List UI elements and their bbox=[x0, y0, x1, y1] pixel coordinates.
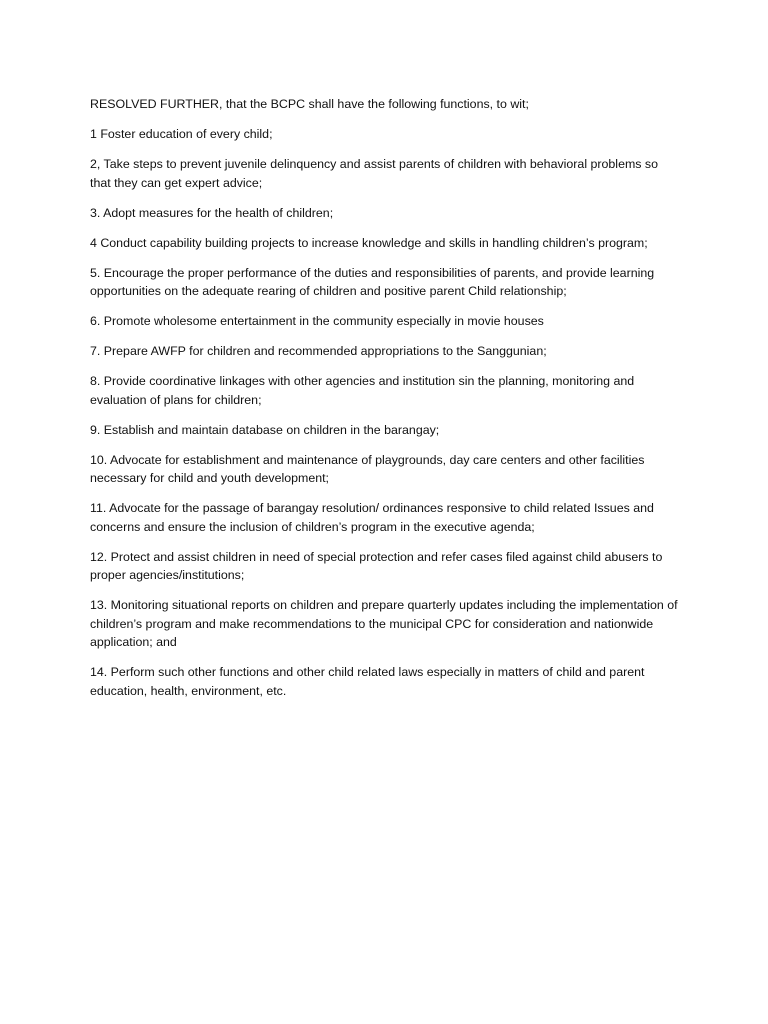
document-body bbox=[90, 95, 680, 712]
resolution-intro: RESOLVED FURTHER, that the BCPC shall have the following functions, to wit; bbox=[90, 97, 529, 111]
function-item-4: 4 Conduct capability building projects to increase knowledge and skills in handling children’s program; bbox=[90, 235, 648, 250]
function-item-11: 11. Advocate for the passage of barangay resolution/ ordinances responsive to child related Issues and concerns and ensure the inclusion of children’s program in the executive agenda; bbox=[90, 501, 654, 534]
function-item-1: 1 Foster education of every child; bbox=[90, 127, 273, 141]
function-item-14: 14. Perform such other functions and other child related laws especially in matters of child and parent education, health, environment, etc. bbox=[90, 665, 645, 698]
function-item-12: 12. Protect and assist children in need of special protection and refer cases filed against child abusers to proper agencies/institutions; bbox=[90, 549, 663, 582]
function-item-8: 8. Provide coordinative linkages with other agencies and institution sin the planning, monitoring and evaluation of plans for children; bbox=[90, 374, 635, 407]
function-item-5: 5. Encourage the proper performance of the duties and responsibilities of parents, and provide learning opportunities on the adequate rearing of children and positive parent Child relationship; bbox=[90, 265, 655, 298]
function-item-2: 2, Take steps to prevent juvenile delinquency and assist parents of children with behavioral problems so that they can get expert advice; bbox=[90, 157, 659, 190]
function-item-13: 13. Monitoring situational reports on children and prepare quarterly updates including the implementation of children’s program and make recommendations to the municipal CPC for consideration and nationwide application; and bbox=[90, 598, 678, 649]
function-item-7: 7. Prepare AWFP for children and recommended appropriations to the Sanggunian; bbox=[90, 344, 547, 358]
function-item-10: 10. Advocate for establishment and maintenance of playgrounds, day care centers and other facilities necessary for child and youth development; bbox=[90, 452, 645, 485]
function-item-6: 6. Promote wholesome entertainment in the community especially in movie houses bbox=[90, 314, 544, 328]
function-item-9: 9. Establish and maintain database on children in the barangay; bbox=[90, 422, 440, 437]
function-item-3: 3. Adopt measures for the health of children; bbox=[90, 205, 334, 220]
